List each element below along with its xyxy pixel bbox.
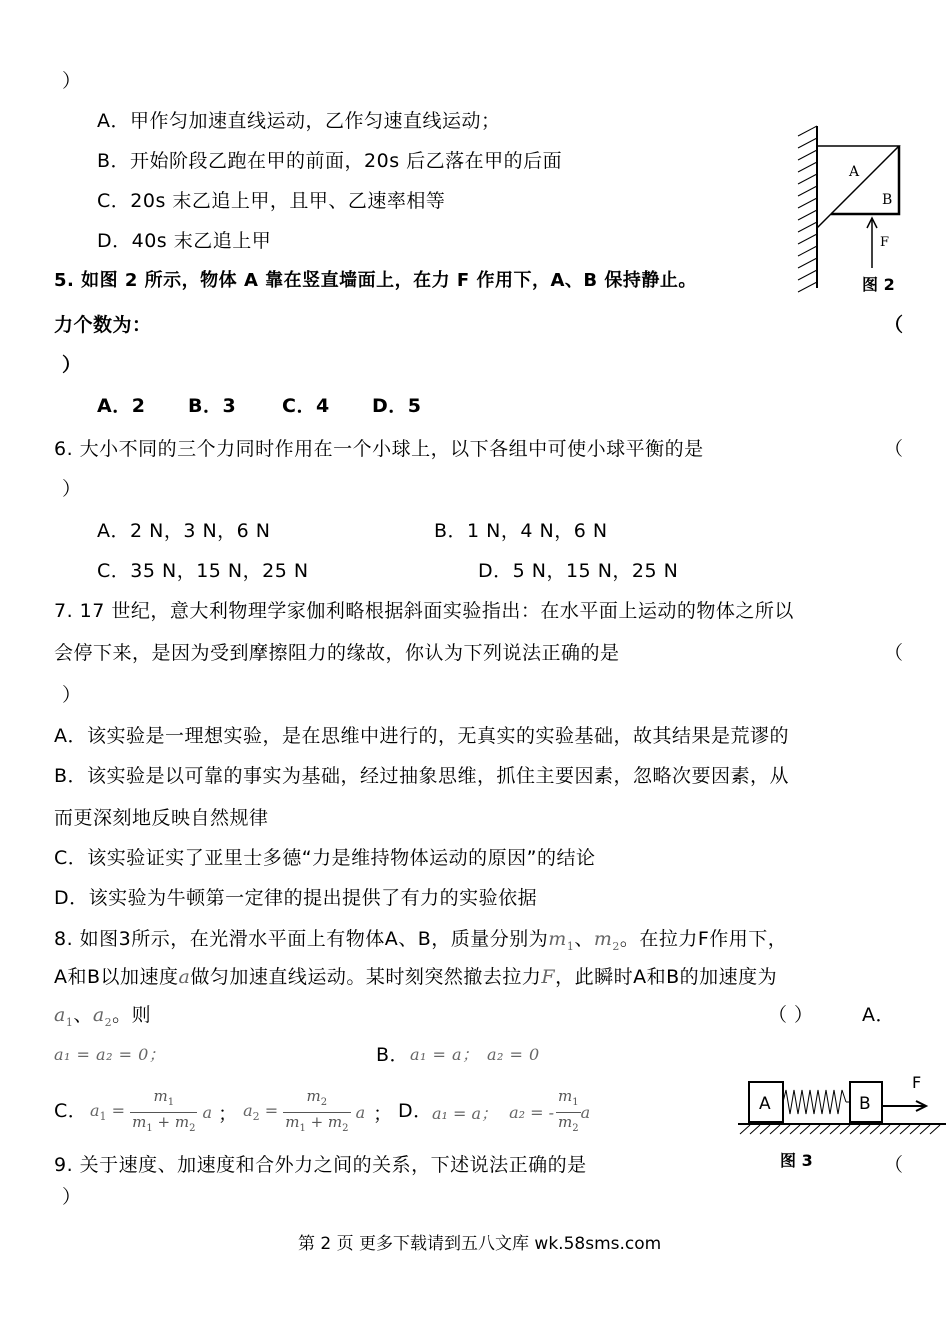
q8-a-symbol: a xyxy=(178,966,191,988)
q4-option-a: A．甲作匀加速直线运动，乙作匀速直线运动； xyxy=(97,110,501,132)
q7-option-a: A．该实验是一理想实验，是在思维中进行的，无真实的实验基础，故其结果是荒谬的 xyxy=(54,725,789,747)
figure-3 xyxy=(736,1068,948,1148)
q8-m1: $m_1$ xyxy=(548,928,575,953)
q8-text-1b: 。在拉力F作用下， xyxy=(619,928,788,950)
q8-f-symbol: F xyxy=(541,966,556,988)
q8-option-d-label: D． xyxy=(398,1100,433,1122)
q8-option-c-frac2: $\frac{m_2}{m_1 + m_2}$ xyxy=(285,1086,349,1134)
q5-stem-line1: 5. 如图 2 所示，物体 A 靠在竖直墙面上，在力 F 作用下，A、B 保持静止。 xyxy=(54,270,697,291)
top-paren: ） xyxy=(62,70,82,92)
q8-option-a-label: A． xyxy=(862,1004,895,1026)
q8-option-a: a₁ = a₂ = 0； xyxy=(54,1045,166,1064)
q7-paren-close: ） xyxy=(62,684,82,706)
q8-stem-line1: 8. 如图3所示，在光滑水平面上有物体A、B，质量分别为$m_1$、$m_2$。在拉力F作用下， xyxy=(54,928,788,953)
fig2-label-f: F xyxy=(880,235,890,250)
q5-option-a: A．2 xyxy=(97,395,146,417)
fig2-label-a: A xyxy=(849,164,860,180)
q7-stem-line1: 7. 17 世纪，意大利物理学家伽利略根据斜面实验指出：在水平面上运动的物体之所以 xyxy=(54,600,794,622)
fig3-spring xyxy=(783,1090,846,1114)
q9-paren-open: （ xyxy=(884,1154,904,1176)
q6-stem: 6. 大小不同的三个力同时作用在一个小球上，以下各组中可使小球平衡的是 xyxy=(54,438,704,460)
q8-option-c: $a_1$ = $\frac{m_1}{m_1 + m_2}$ a ； $a_2$ = $\frac{m_2}{m_1 + m_2}$ a ； xyxy=(90,1084,392,1140)
fig2-caption: 图 2 xyxy=(862,275,895,294)
figure-2 xyxy=(792,118,910,298)
q8-option-b-a2: a₂ = 0 xyxy=(487,1045,540,1064)
q5-paren-open: （ xyxy=(884,314,904,336)
q8-option-d: a₁ = a； a₂ = - $\frac{m_1}{m_2}$ a xyxy=(432,1084,590,1140)
q5-paren-close: ） xyxy=(62,354,82,376)
q8-text-1a: 8. 如图3所示，在光滑水平面上有物体A、B，质量分别为 xyxy=(54,928,549,950)
q6-option-a: A．2 N，3 N，6 N xyxy=(97,520,271,542)
fig3-label-b: B xyxy=(859,1094,871,1114)
q4-option-b: B．开始阶段乙跑在甲的前面，20s 后乙落在甲的后面 xyxy=(97,150,563,172)
q8-option-b-label: B． xyxy=(376,1044,410,1066)
q8-stem-line3: $a_1$、$a_2$。则 xyxy=(54,1004,152,1029)
q5-stem-line2: 力个数为： xyxy=(54,314,152,336)
q6-option-c: C．35 N，15 N，25 N xyxy=(97,560,309,582)
q4-option-c: C．20s 末乙追上甲，且甲、乙速率相等 xyxy=(97,190,446,212)
q8-stem-line2: A和B以加速度a做匀加速直线运动。某时刻突然撤去拉力F，此瞬时A和B的加速度为 xyxy=(54,966,778,988)
q7-paren-open: （ xyxy=(884,642,904,664)
fig3-ground-hatch xyxy=(740,1125,940,1134)
fig3-label-a: A xyxy=(759,1094,771,1114)
q7-option-b: B．该实验是以可靠的事实为基础，经过抽象思维，抓住主要因素，忽略次要因素，从 xyxy=(54,765,790,787)
q6-option-d: D．5 N，15 N，25 N xyxy=(478,560,679,582)
fig3-label-f: F xyxy=(912,1073,922,1092)
q8-paren: （ ） xyxy=(768,1004,814,1026)
q8-option-c-label: C． xyxy=(54,1100,88,1122)
page-footer: 第 2 页 更多下载请到五八文库 wk.58sms.com xyxy=(298,1234,662,1254)
q5-option-d: D．5 xyxy=(372,395,422,417)
q7-option-b-cont: 而更深刻地反映自然规律 xyxy=(54,807,269,829)
q8-option-c-frac1: $\frac{m_1}{m_1 + m_2}$ xyxy=(132,1086,196,1134)
q6-paren-close: ） xyxy=(62,478,82,500)
fig3-caption: 图 3 xyxy=(780,1151,813,1170)
fig2-wall-hatch xyxy=(798,126,817,292)
q5-option-c: C．4 xyxy=(282,395,330,417)
q8-m2: $m_2$ xyxy=(593,928,620,953)
q9-paren-close: ） xyxy=(62,1186,82,1208)
q8-option-d-frac: $\frac{m_1}{m_2}$ xyxy=(558,1086,579,1134)
q7-option-c: C．该实验证实了亚里士多德“力是维持物体运动的原因”的结论 xyxy=(54,847,596,869)
q7-stem-line2: 会停下来，是因为受到摩擦阻力的缘故，你认为下列说法正确的是 xyxy=(54,642,620,664)
q8-option-b-a1: a₁ = a； xyxy=(410,1045,479,1064)
q4-option-d: D．40s 末乙追上甲 xyxy=(97,230,272,252)
fig2-label-b: B xyxy=(882,192,893,208)
q5-option-b: B．3 xyxy=(188,395,237,417)
q6-paren-open: （ xyxy=(884,438,904,460)
q9-stem: 9. 关于速度、加速度和合外力之间的关系，下述说法正确的是 xyxy=(54,1154,587,1176)
q6-option-b: B．1 N，4 N，6 N xyxy=(434,520,608,542)
q7-option-d: D．该实验为牛顿第一定律的提出提供了有力的实验依据 xyxy=(54,887,538,909)
